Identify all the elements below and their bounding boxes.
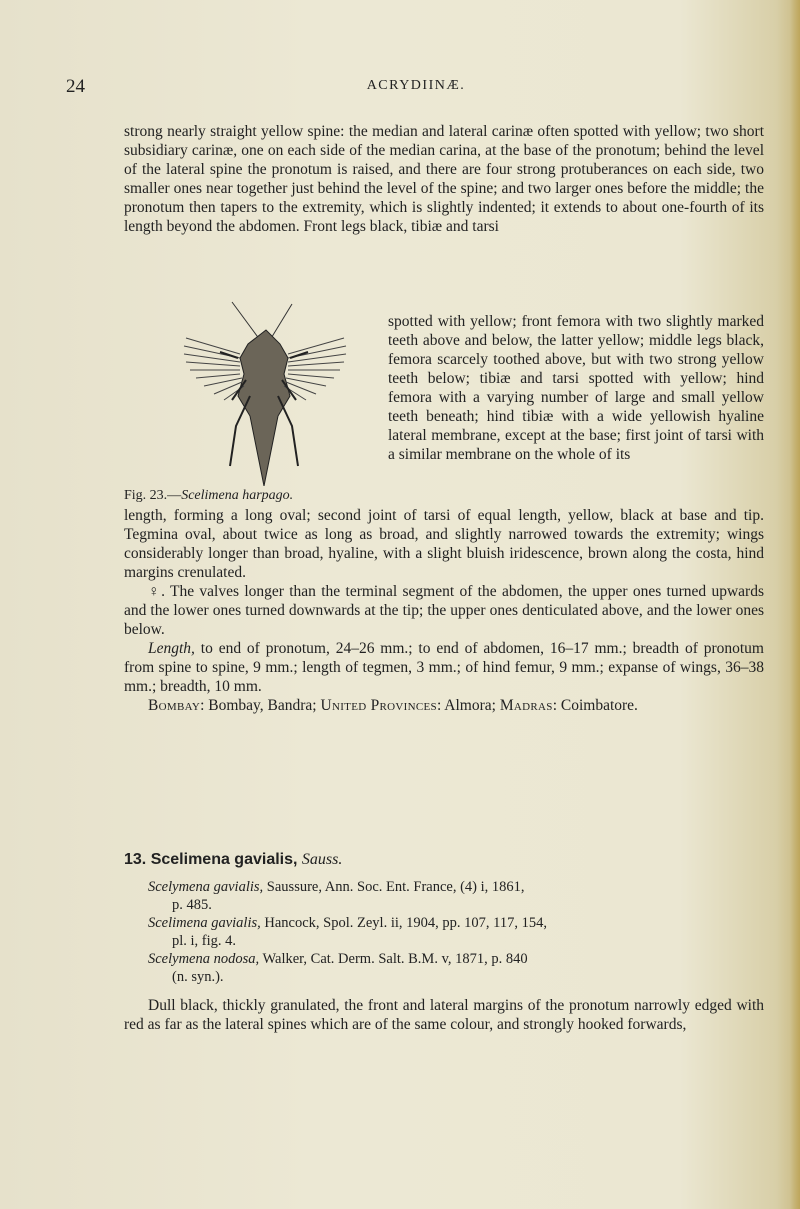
description-paragraph <box>124 996 764 1034</box>
top-paragraph <box>124 122 764 236</box>
top-text: strong nearly straight yellow spine: the median and lateral carinæ often spotted with yellow; two short subsidiary carinæ, one on each side of the median carina, at the base of the pronotum; behind the level of the lateral spine the pronotum is raised, and there are four strong protuberances on each side, two smaller ones near together just behind the level of the spine; and two larger ones before the middle; the pronotum then tapers to the extremity, which is slightly indented; it extends to about one-fourth of its length beyond the abdomen. Front legs black, tibiæ and tarsi <box>124 123 764 235</box>
synonym-2-cont: pl. i, fig. 4. <box>172 933 237 949</box>
figure-species: Scelimena harpago. <box>181 488 294 503</box>
synonym-1 <box>124 878 764 896</box>
insect-illustration <box>180 296 350 486</box>
locality-madras: Madras <box>499 697 553 714</box>
synonym-2-ref: Hancock, Spol. Zeyl. ii, 1904, pp. 107, 117, 154, <box>260 915 547 931</box>
figure-label: Fig. 23.— <box>124 488 182 503</box>
synonym-2 <box>124 914 764 932</box>
synonym-1-name: Scelymena gavialis, <box>148 879 264 895</box>
species-author: Sauss. <box>301 851 343 868</box>
length-label: Length, <box>148 640 195 657</box>
running-head: ACRYDIINÆ. <box>366 78 466 93</box>
after-figure-paragraph <box>124 506 764 715</box>
female-paragraph: ♀. The valves longer than the terminal segment of the abdomen, the upper ones turned upwards and the lower ones turned downwards at the tip; the upper ones denticulated above, and the lower ones below. <box>124 583 764 638</box>
figure-23 <box>180 296 350 486</box>
float-paragraph: spotted with yellow; front femora with two slightly marked teeth above and below, the latter yellow; middle legs black, femora scarcely toothed above, but with two strong yellow teeth below; tibiæ and tarsi spotted with yellow; hind femora with a varying number of large and small yellow teeth beneath; hind tibiæ with a wide yellowish hyaline lateral membrane, except at the base; first joint of tarsi with a similar membrane on the whole of its <box>388 313 764 463</box>
synonym-3-name: Scelymena nodosa, <box>148 951 260 967</box>
synonym-2-name: Scelimena gavialis, <box>148 915 261 931</box>
description-text: Dull black, thickly granulated, the front and lateral margins of the pronotum narrowly edged with red as far as the lateral spines which are of the same colour, and strongly hooked forwards, <box>124 997 764 1033</box>
synonymy-list <box>124 878 764 986</box>
page-header <box>66 76 766 98</box>
locality-paragraph <box>124 696 764 715</box>
species-name: Scelimena gavialis, <box>150 851 298 868</box>
species-title <box>124 850 764 869</box>
after-figure-text: length, forming a long oval; second joint of tarsi of equal length, yellow, black at base and tip. Tegmina oval, about twice as long as broad, and slightly narrowed towards the extremity; wings considerably longer than broad, hyaline, with a slight bluish iridescence, brown along the costa, hind margins crenulated. <box>124 507 764 581</box>
species-heading <box>124 850 764 869</box>
length-text: to end of pronotum, 24–26 mm.; to end of abdomen, 16–17 mm.; breadth of pronotum from spine to spine, 9 mm.; length of tegmen, 3 mm.; of hind femur, 9 mm.; expanse of wings, 36–38 mm.; breadth, 10 mm. <box>124 640 764 695</box>
page-edge <box>790 0 800 1209</box>
page-number: 24 <box>66 76 85 97</box>
synonym-3-cont: (n. syn.). <box>172 969 224 985</box>
length-paragraph <box>124 639 764 696</box>
locality-up-text: : Almora; <box>436 697 500 714</box>
figure-caption <box>124 488 293 504</box>
locality-bombay-text: : Bombay, Bandra; <box>200 697 321 714</box>
locality-madras-text: : Coimbatore. <box>552 697 638 714</box>
synonym-1-cont: p. 485. <box>172 897 212 913</box>
locality-united-provinces: United Provinces <box>320 697 437 714</box>
synonym-3-ref: Walker, Cat. Derm. Salt. B.M. v, 1871, p. 840 <box>259 951 528 967</box>
synonym-1-ref: Saussure, Ann. Soc. Ent. France, (4) i, 1861, <box>263 879 525 895</box>
species-number: 13. <box>124 851 147 868</box>
synonym-3 <box>124 950 764 968</box>
locality-bombay: Bombay <box>148 697 201 714</box>
